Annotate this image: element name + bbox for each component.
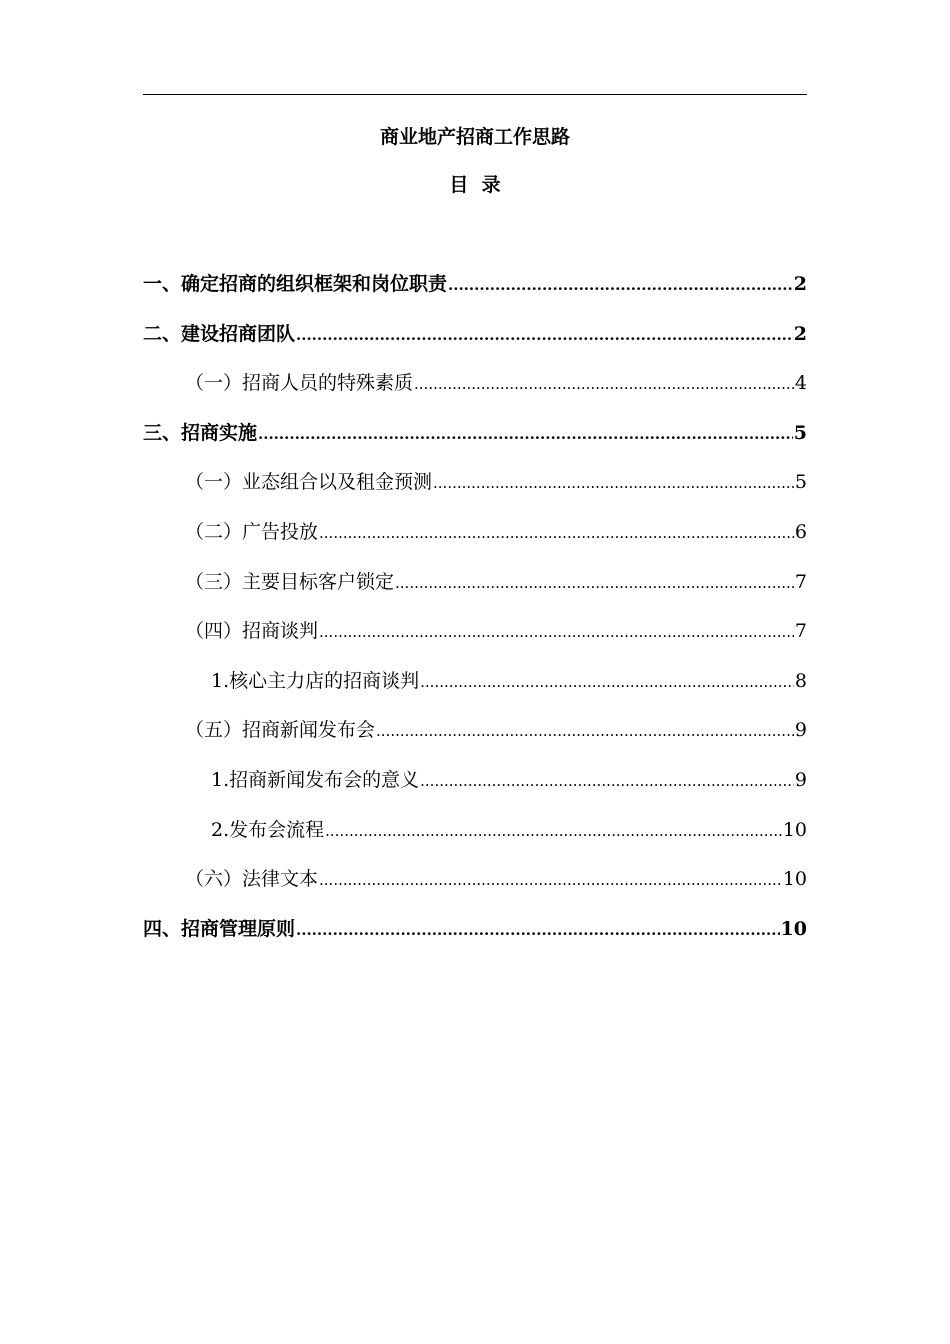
- toc-entry[interactable]: [143, 270, 807, 320]
- toc-page-number: 9: [794, 768, 807, 791]
- toc-page-number: 5: [793, 421, 807, 444]
- toc-entry-label: （三）主要目标客户锁定: [185, 570, 395, 593]
- toc-page-number: 4: [794, 372, 807, 395]
- toc-entry[interactable]: [143, 816, 807, 866]
- toc-dot-leader: [296, 321, 793, 349]
- toc-dot-leader: [433, 469, 794, 497]
- toc-entry[interactable]: [143, 320, 807, 370]
- toc-entry[interactable]: [143, 468, 807, 518]
- toc-dot-leader: [319, 618, 794, 646]
- toc-entry[interactable]: [143, 369, 807, 419]
- toc-entry[interactable]: [143, 915, 807, 965]
- toc-entry[interactable]: [143, 568, 807, 618]
- toc-dot-leader: [296, 916, 780, 944]
- toc-page-number: 2: [793, 322, 807, 345]
- toc-entry[interactable]: [143, 617, 807, 667]
- toc-entry-label: 二、建设招商团队: [143, 322, 296, 345]
- toc-entry-label: 四、招商管理原则: [143, 917, 296, 940]
- table-of-contents: [143, 270, 807, 964]
- toc-dot-leader: [325, 817, 782, 845]
- toc-page-number: 10: [782, 818, 807, 841]
- toc-entry[interactable]: [143, 667, 807, 717]
- toc-entry-label: 三、招商实施: [143, 421, 258, 444]
- toc-dot-leader: [376, 717, 794, 745]
- toc-dot-leader: [319, 866, 782, 894]
- toc-entry-label: （二）广告投放: [185, 520, 319, 543]
- toc-page-number: 5: [794, 471, 807, 494]
- toc-page-number: 7: [794, 570, 807, 593]
- toc-entry[interactable]: [143, 766, 807, 816]
- toc-page-number: 8: [794, 669, 807, 692]
- toc-dot-leader: [414, 370, 794, 398]
- toc-entry-label: 一、确定招商的组织框架和岗位职责: [143, 273, 448, 295]
- toc-entry[interactable]: [143, 865, 807, 915]
- toc-heading: 目 录: [449, 174, 501, 196]
- toc-page-number: 7: [794, 620, 807, 643]
- toc-page-number: 10: [782, 868, 807, 891]
- toc-dot-leader: [420, 767, 794, 795]
- toc-dot-leader: [420, 668, 794, 696]
- toc-dot-leader: [258, 420, 793, 448]
- toc-entry[interactable]: [143, 419, 807, 469]
- toc-entry[interactable]: [143, 716, 807, 766]
- toc-entry-label: （一）业态组合以及租金预测: [185, 471, 433, 494]
- toc-entry-label: （四）招商谈判: [185, 620, 319, 643]
- toc-page-number: 9: [794, 719, 807, 742]
- toc-entry-label: （一）招商人员的特殊素质: [185, 372, 414, 395]
- toc-entry-label: 1.核心主力店的招商谈判: [211, 669, 420, 692]
- toc-entry-label: 2.发布会流程: [211, 818, 325, 841]
- toc-dot-leader: [319, 519, 794, 547]
- header-rule: [143, 94, 807, 95]
- toc-dot-leader: [395, 569, 794, 597]
- toc-page-number: 6: [794, 520, 807, 543]
- document-title: 商业地产招商工作思路: [379, 126, 570, 148]
- toc-page-number: 2: [793, 273, 807, 295]
- toc-entry-label: 1.招商新闻发布会的意义: [211, 768, 420, 791]
- toc-dot-leader: [448, 271, 793, 299]
- toc-page-number: 10: [780, 917, 807, 940]
- toc-entry[interactable]: [143, 518, 807, 568]
- toc-entry-label: （六）法律文本: [185, 868, 319, 891]
- toc-entry-label: （五）招商新闻发布会: [185, 719, 376, 742]
